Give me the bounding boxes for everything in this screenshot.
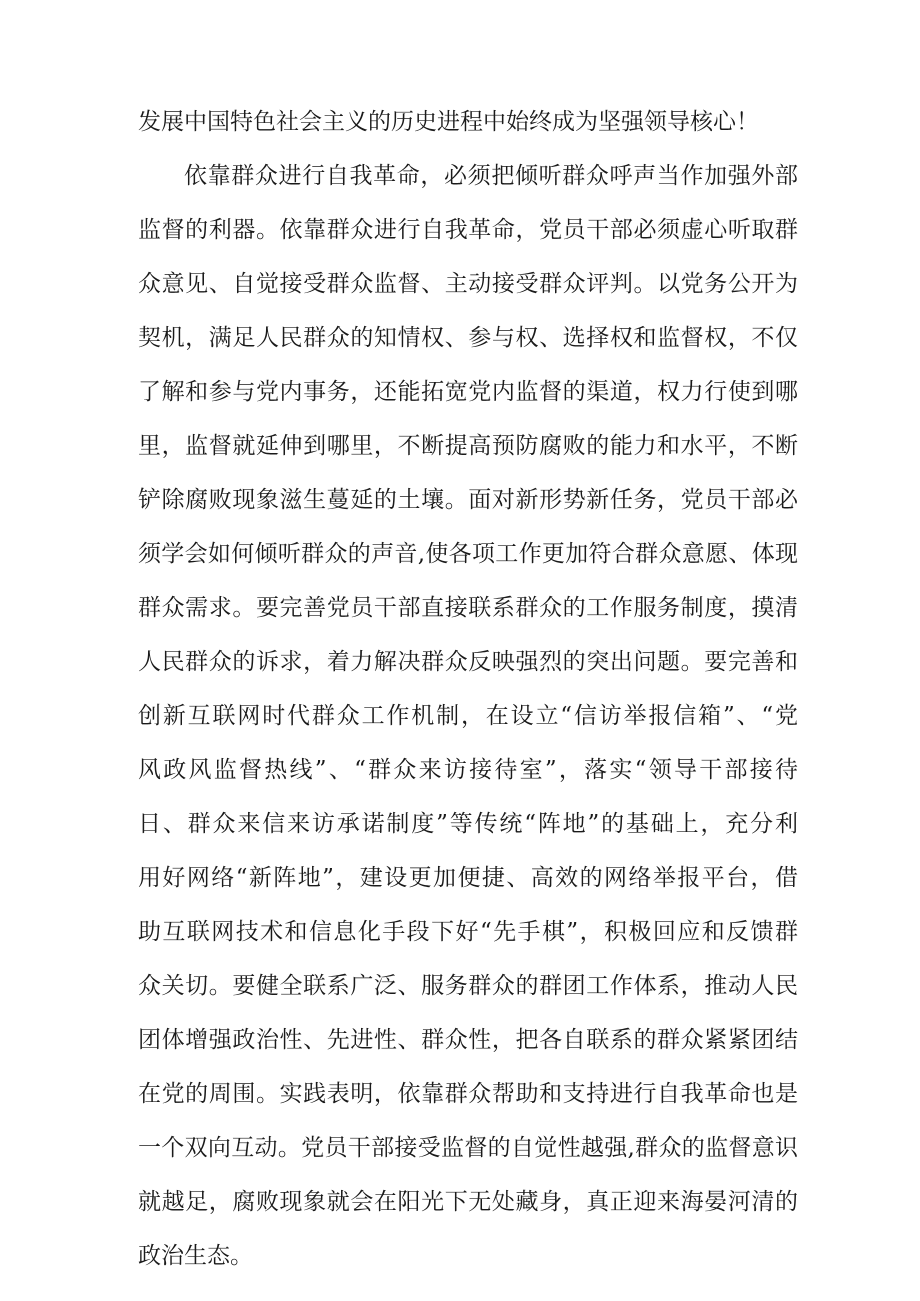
text-line-7: 里，监督就延伸到哪里，不断提高预防腐败的能力和水平，不断 [138,433,798,459]
text-line-16: 助互联网技术和信息化手段下好“先手棋”，积极回应和反馈群 [138,919,798,945]
text-line-1: 发展中国特色社会主义的历史进程中始终成为坚强领导核心！ [138,109,759,135]
text-line-9: 须学会如何倾听群众的声音,使各项工作更加符合群众意愿、体现 [138,541,798,567]
text-line-21: 就越足，腐败现象就会在阳光下无处藏身，真正迎来海晏河清的 [138,1189,798,1215]
text-line-19: 在党的周围。实践表明，依靠群众帮助和支持进行自我革命也是 [138,1081,798,1107]
text-line-17: 众关切。要健全联系广泛、服务群众的群团工作体系，推动人民 [138,973,798,999]
text-line-18: 团体增强政治性、先进性、群众性，把各自联系的群众紧紧团结 [138,1027,798,1053]
text-line-3: 监督的利器。依靠群众进行自我革命，党员干部必须虚心听取群 [138,217,798,243]
text-line-6: 了解和参与党内事务，还能拓宽党内监督的渠道，权力行使到哪 [138,379,798,405]
text-line-5: 契机，满足人民群众的知情权、参与权、选择权和监督权，不仅 [138,325,798,351]
text-line-8: 铲除腐败现象滋生蔓延的土壤。面对新形势新任务，党员干部必 [138,487,798,513]
text-line-11: 人民群众的诉求，着力解决群众反映强烈的突出问题。要完善和 [138,649,798,675]
text-line-4: 众意见、自觉接受群众监督、主动接受群众评判。以党务公开为 [138,271,798,297]
text-line-10: 群众需求。要完善党员干部直接联系群众的工作服务制度，摸清 [138,595,798,621]
paragraph-last-line: 政治生态。 [138,1243,253,1269]
text-line-12: 创新互联网时代群众工作机制，在设立“信访举报信箱”、“党 [138,703,798,729]
text-line-14: 日、群众来信来访承诺制度”等传统“阵地”的基础上，充分利 [138,811,798,837]
text-line-15: 用好网络“新阵地”，建设更加便捷、高效的网络举报平台，借 [138,865,798,891]
text-line-20: 一个双向互动。党员干部接受监督的自觉性越强,群众的监督意识 [138,1135,798,1161]
text-line-13: 风政风监督热线”、“群众来访接待室”，落实“领导干部接待 [138,757,798,783]
paragraph-first-line: 依靠群众进行自我革命，必须把倾听群众呼声当作加强外部 [184,163,798,189]
